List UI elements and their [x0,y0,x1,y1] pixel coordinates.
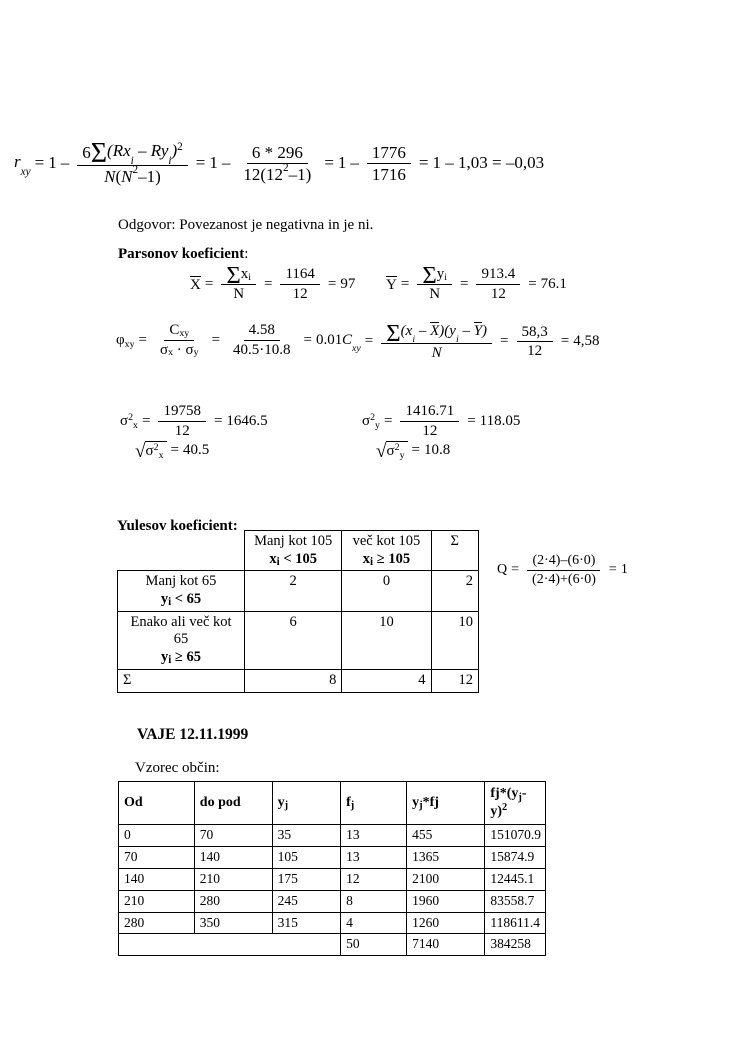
fraction-numerator-1 [77,138,188,170]
yules-row1-label [118,571,245,611]
vzorec-header-od: Od [119,782,195,825]
equals-xbar-3: = [327,276,337,293]
cxy-value-denominator: 12 [527,343,543,360]
vary-denominator: 12 [422,422,438,439]
vzorec-r1-c5: 15874.9 [485,846,546,868]
phi-numerator: C xy [164,322,194,341]
fraction-q [527,553,601,587]
minus-sign-3: – [350,153,359,173]
vzorec-obcin-table [118,781,546,956]
yules-corner-cell [118,531,245,571]
denom-n: N [104,166,116,186]
answer-text: Odgovor: Povezanost je negativna in je ni. [118,217,374,233]
formula-stddev-x [135,441,209,460]
table-row [119,868,546,890]
yules-contingency-table [117,530,479,693]
table-row [118,611,479,669]
formula-covariance-cxy [342,319,600,362]
formula-variance-y [362,403,520,440]
vzorec-r3-c1: 280 [194,890,272,912]
vzorec-r4-c1: 350 [194,912,272,934]
vzorec-r0-c5: 151070.9 [485,825,546,847]
yules-header-col2-line1: več kot 105 [352,533,421,549]
phi-result: 0.01 [316,331,343,348]
equals-phi-3: = [303,331,313,348]
sqrt-y-radicand: $\sigma^2y$ [386,441,408,460]
q-denominator: (2·4)+(6·0) [532,571,596,587]
equals-varx-1: = [141,412,151,429]
stddev-y-result: 10.8 [423,442,451,459]
parsonov-heading-label: Parsonov koeficient [118,246,245,262]
yules-row2-c1: 6 [245,611,342,669]
sigma-summation-icon-cov: Σ [386,319,401,347]
yules-heading: Yulesov koeficient: [117,518,238,534]
yules-row2-c3: 10 [431,611,478,669]
equals-q-2: = [608,562,617,578]
fraction-458-over-405108 [228,322,296,359]
fraction-step3 [367,143,411,184]
equals-phi-2: = [211,331,221,348]
sqrt-sigma2-x [135,441,167,460]
equals-xbar-2: = [263,276,273,293]
vary-numerator: 1416.71 [400,403,459,422]
vzorec-r2-c4: 2100 [407,868,485,890]
vzorec-caption: Vzorec občin: [135,760,220,776]
sqrt-sigma2-y [376,441,408,460]
vzorec-r0-c2: 35 [272,825,340,847]
radical-icon-x: √ [135,440,146,462]
vzorec-r1-c1: 140 [194,846,272,868]
rxy-symbol: $r_{xy}$ [14,152,31,178]
table-row-header [119,782,546,825]
vzorec-r2-c0: 140 [119,868,195,890]
y-bar-symbol: Y [386,276,397,293]
ybar-result: 76.1 [540,276,567,293]
fraction-denominator-3: 1716 [371,164,406,184]
equals-cxy-2: = [500,333,509,350]
yules-row1-label-line1: Manj kot 65 [145,573,217,590]
equals-sign-1: = [34,153,45,173]
q-numerator: (2·4)–(6·0) [527,553,600,571]
equals-cxy-1: = [364,333,374,350]
fraction-sum-x-over-n [221,262,256,303]
yules-sum-c3: 12 [431,669,478,692]
fraction-denominator-2: 12(12 2 –1) [243,162,312,184]
fraction-c-over-sigmas [155,322,204,359]
vzorec-header-fjyy2: $fj*(yj-y)^2$ [485,782,546,825]
sum-body: $(Rx_i - Ry_i)^2$ [107,141,183,167]
sigma2-x-symbol: $\sigma^2x$ [120,411,138,431]
fraction-9134-12 [476,266,520,303]
one-term-1: 1 [48,153,57,173]
xbar-value-denominator: 12 [292,286,308,303]
vzorec-r0-c1: 70 [194,825,272,847]
vzorec-r1-c4: 1365 [407,846,485,868]
equals-cxy-3: = [560,333,570,350]
vaje-heading: VAJE 12.11.1999 [137,726,249,743]
yules-row1-label-line2: yi < 65 [160,591,202,609]
vary-result: 118.05 [479,412,521,429]
vzorec-r3-c3: 8 [341,890,407,912]
xbar-numerator: Σ x i [221,266,256,285]
vzorec-r0-c0: 0 [119,825,195,847]
xbar-value-numerator: 1164 [280,266,319,285]
fraction-583-12 [517,324,553,361]
yules-header-col2-line2: xi ≥ 105 [362,550,411,568]
formula-y-mean [386,262,567,303]
varx-result: 1646.5 [226,412,268,429]
yules-row2-label-line2: yi ≥ 65 [160,649,202,667]
equals-ybar-2: = [459,276,469,293]
equals-sdy: = [411,442,420,459]
fraction-step2 [238,143,316,184]
vzorec-r3-c0: 210 [119,890,195,912]
sigma-summation-icon-x: Σ [226,262,241,290]
sigma-summation-icon-y: Σ [422,262,437,290]
table-row [118,571,479,611]
vzorec-r0-c4: 455 [407,825,485,847]
sigma2-y-symbol: $\sigma^2y$ [362,411,380,431]
vzorec-r2-c5: 12445.1 [485,868,546,890]
formula-yules-q [497,553,628,587]
q-symbol: Q [497,562,508,578]
yules-row1-c2: 0 [342,571,431,611]
equals-ybar-1: = [400,276,410,293]
table-row [119,846,546,868]
xbar-denominator: N [233,286,245,303]
fraction-19758-12 [158,403,206,440]
table-row [119,825,546,847]
equals-ybar-3: = [528,276,537,293]
vzorec-header-dopod: do pod [194,782,272,825]
vzorec-total-blank [119,934,341,956]
cxy-numerator: Σ $(x_i - X)(y_i - Y)$ [381,322,492,344]
ybar-denominator: N [429,286,441,303]
formula-variance-x [120,403,268,440]
parsonov-heading-colon: : [244,246,249,262]
vzorec-header-fj: fj [341,782,407,825]
one-term-2: 1 [209,153,218,173]
cxy-denominator: N [431,345,442,362]
vzorec-header-yjfj: yj*fj [407,782,485,825]
q-result: 1 [620,562,628,578]
yules-header-col1-line1: Manj kot 105 [254,533,333,549]
vzorec-total-fjyy: 384258 [485,934,546,956]
ybar-value-denominator: 12 [490,286,506,303]
formula-spearman-rxy [14,138,545,186]
yules-row2-label [118,611,245,669]
cxy-result: 4,58 [573,333,600,350]
equals-sign-4: = [418,153,429,173]
vzorec-r4-c2: 315 [272,912,340,934]
fraction-numerator-3: 1776 [367,143,411,164]
parsonov-heading [118,246,248,263]
fraction-1164-12 [280,266,319,303]
vzorec-r4-c0: 280 [119,912,195,934]
formula-phi-xy [116,322,342,359]
stddev-x-result: 40.5 [182,442,210,459]
equals-sdx: = [170,442,179,459]
vzorec-r3-c2: 245 [272,890,340,912]
yules-row1-c1: 2 [245,571,342,611]
vzorec-r1-c3: 13 [341,846,407,868]
vzorec-r1-c2: 105 [272,846,340,868]
yules-header-col1 [245,531,342,571]
equals-xbar-1: = [204,276,214,293]
vzorec-r3-c5: 83558.7 [485,890,546,912]
vzorec-r2-c1: 210 [194,868,272,890]
vzorec-r4-c4: 1260 [407,912,485,934]
yules-row2-c2: 10 [342,611,431,669]
equals-varx-2: = [213,412,223,429]
table-row-total [119,934,546,956]
yules-header-col1-line2: xi < 105 [269,550,317,568]
phi-denominator: σ x · σ y [160,341,199,359]
fraction-numerator-2: 6 * 296 [247,143,308,164]
equals-phi-1: = [138,331,148,348]
equals-vary-1: = [383,412,393,429]
vzorec-r3-c4: 1960 [407,890,485,912]
equals-vary-2: = [467,412,476,429]
phi-value-denominator: 40.5·10.8 [233,341,291,358]
minus-sign-1: – [60,153,70,173]
cxy-symbol: $C_{xy}$ [342,332,361,355]
fraction-cov-definition [381,319,492,362]
fraction-sum-y-over-n [417,262,452,303]
vzorec-r4-c5: 118611.4 [485,912,546,934]
radical-icon-y: √ [376,440,387,462]
yules-row1-c3: 2 [431,571,478,611]
equals-sign-2: = [195,153,206,173]
vzorec-total-yjfj: 7140 [407,934,485,956]
coefficient-6: 6 [82,142,91,162]
phi-value-numerator: 4.58 [244,322,280,341]
formula-x-mean [190,262,356,303]
fraction-141671-12 [400,403,459,440]
yules-sum-label: Σ [118,669,245,692]
yules-sum-c2: 4 [342,669,431,692]
yules-header-col2 [342,531,431,571]
one-term-3: 1 [337,153,347,173]
yules-row2-label-line1: Enako ali več kot 65 [130,613,232,648]
vzorec-r2-c3: 12 [341,868,407,890]
sqrt-x-radicand: $\sigma^2x$ [145,441,167,460]
table-row-total [118,669,479,692]
equals-q-1: = [511,562,520,578]
x-bar-symbol: X [190,276,201,293]
vzorec-r2-c2: 175 [272,868,340,890]
table-row [119,890,546,912]
rxy-final-result: 1 – 1,03 = –0,03 [432,153,545,173]
vzorec-r1-c0: 70 [119,846,195,868]
minus-sign-2: – [221,153,231,173]
cxy-value-numerator: 58,3 [517,324,553,343]
table-row [119,912,546,934]
yules-sum-c1: 8 [245,669,342,692]
vzorec-r0-c3: 13 [341,825,407,847]
vzorec-total-fj: 50 [341,934,407,956]
yules-header-sum: Σ [431,531,478,571]
phi-symbol: φxy [116,331,135,350]
varx-denominator: 12 [174,422,190,439]
vzorec-header-yj: yj [272,782,340,825]
table-row-header [118,531,479,571]
fraction-denominator-1: N ( N 2 –1 ) [104,164,161,186]
varx-numerator: 19758 [158,403,206,422]
ybar-numerator: Σ y i [417,266,452,285]
ybar-value-numerator: 913.4 [476,266,520,285]
vzorec-r4-c3: 4 [341,912,407,934]
xbar-result: 97 [340,276,356,293]
fraction-sum-over-n [77,138,188,186]
equals-sign-3: = [324,153,334,173]
sigma-summation-icon: Σ [90,138,108,170]
formula-stddev-y [376,441,450,460]
